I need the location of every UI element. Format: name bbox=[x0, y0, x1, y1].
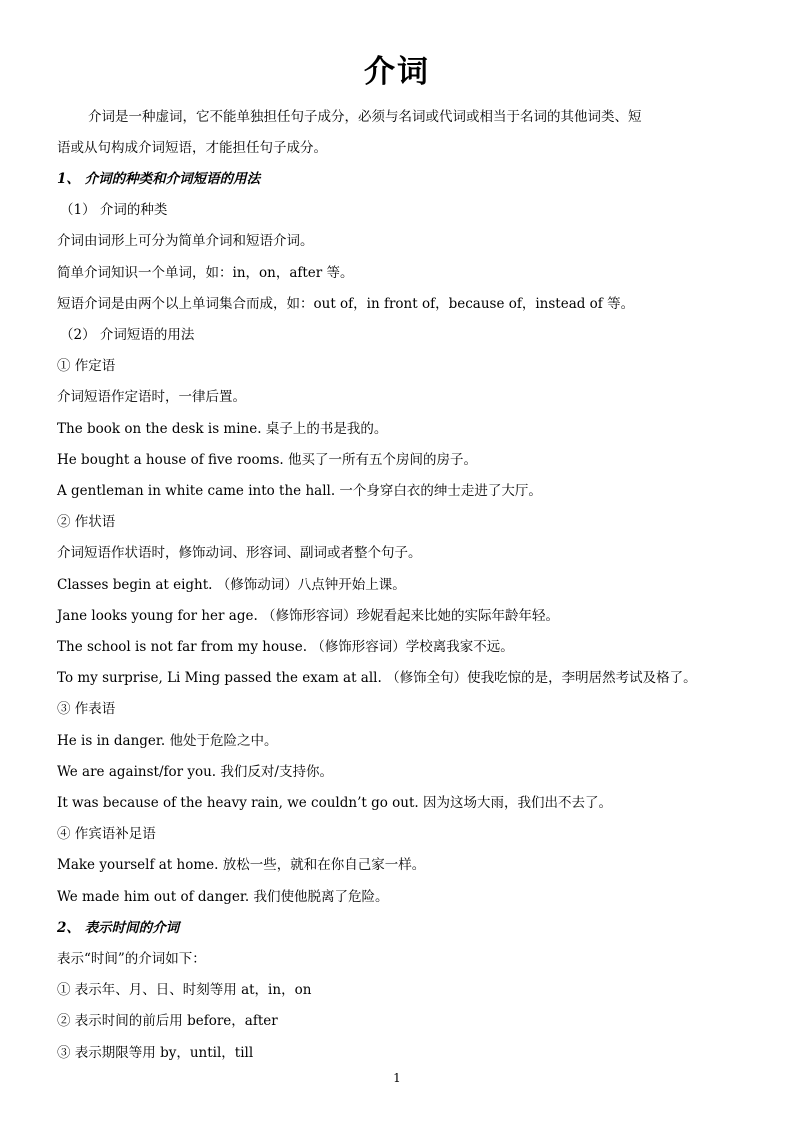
item-label: ③ 作表语 bbox=[57, 701, 116, 717]
body-line: 介词由词形上可分为简单介词和短语介词。 bbox=[57, 233, 314, 249]
example-sentence: Classes begin at eight. （修饰动词）八点钟开始上课。 bbox=[57, 577, 406, 593]
page-number: 1 bbox=[393, 1071, 401, 1085]
item-label: ④ 作宾语补足语 bbox=[57, 826, 156, 842]
body-line: 短语介词是由两个以上单词集合而成，如：out of，in front of，because of，instead of 等。 bbox=[57, 296, 635, 312]
page-title: 介词 bbox=[364, 54, 430, 90]
intro-paragraph-line: 语或从句构成介词短语，才能担任句子成分。 bbox=[57, 140, 327, 156]
item-label: ① 作定语 bbox=[57, 358, 116, 374]
subsection-label: （2） 介词短语的用法 bbox=[60, 327, 195, 343]
body-line: 简单介词知识一个单词，如：in，on，after 等。 bbox=[57, 265, 354, 281]
example-sentence: To my surprise, Li Ming passed the exam at all. （修饰全句）使我吃惊的是，李明居然考试及格了。 bbox=[57, 670, 697, 686]
example-sentence: We are against/for you. 我们反对/支持你。 bbox=[57, 764, 333, 780]
body-line: 表示“时间”的介词如下： bbox=[57, 951, 206, 967]
intro-paragraph-line: 介词是一种虚词，它不能单独担任句子成分，必须与名词或代词或相当于名词的其他词类、短 bbox=[88, 109, 642, 125]
example-sentence: A gentleman in white came into the hall. 一个身穿白衣的绅士走进了大厅。 bbox=[57, 483, 542, 499]
example-sentence: He is in danger. 他处于危险之中。 bbox=[57, 733, 278, 749]
section-heading: 2、 表示时间的介词 bbox=[57, 920, 180, 936]
example-sentence: He bought a house of five rooms. 他买了一所有五个房间的房子。 bbox=[57, 452, 477, 468]
list-item: ③ 表示期限等用 by，until，till bbox=[57, 1045, 254, 1061]
list-item: ② 表示时间的前后用 before，after bbox=[57, 1013, 278, 1029]
example-sentence: Make yourself at home. 放松一些，就和在你自己家一样。 bbox=[57, 857, 426, 873]
list-item: ① 表示年、月、日、时刻等用 at，in，on bbox=[57, 982, 312, 998]
example-sentence: We made him out of danger. 我们使他脱离了危险。 bbox=[57, 889, 389, 905]
example-sentence: Jane looks young for her age. （修饰形容词）珍妮看起来比她的实际年龄年轻。 bbox=[57, 608, 560, 624]
body-line: 介词短语作状语时，修饰动词、形容词、副词或者整个句子。 bbox=[57, 545, 422, 561]
section-heading: 1、 介词的种类和介词短语的用法 bbox=[57, 171, 261, 187]
item-label: ② 作状语 bbox=[57, 514, 116, 530]
example-sentence: The book on the desk is mine. 桌子上的书是我的。 bbox=[57, 421, 388, 437]
subsection-label: （1） 介词的种类 bbox=[60, 202, 168, 218]
example-sentence: It was because of the heavy rain, we couldn’t go out. 因为这场大雨，我们出不去了。 bbox=[57, 795, 612, 811]
example-sentence: The school is not far from my house. （修饰形容词）学校离我家不远。 bbox=[57, 639, 514, 655]
body-line: 介词短语作定语时，一律后置。 bbox=[57, 389, 246, 405]
